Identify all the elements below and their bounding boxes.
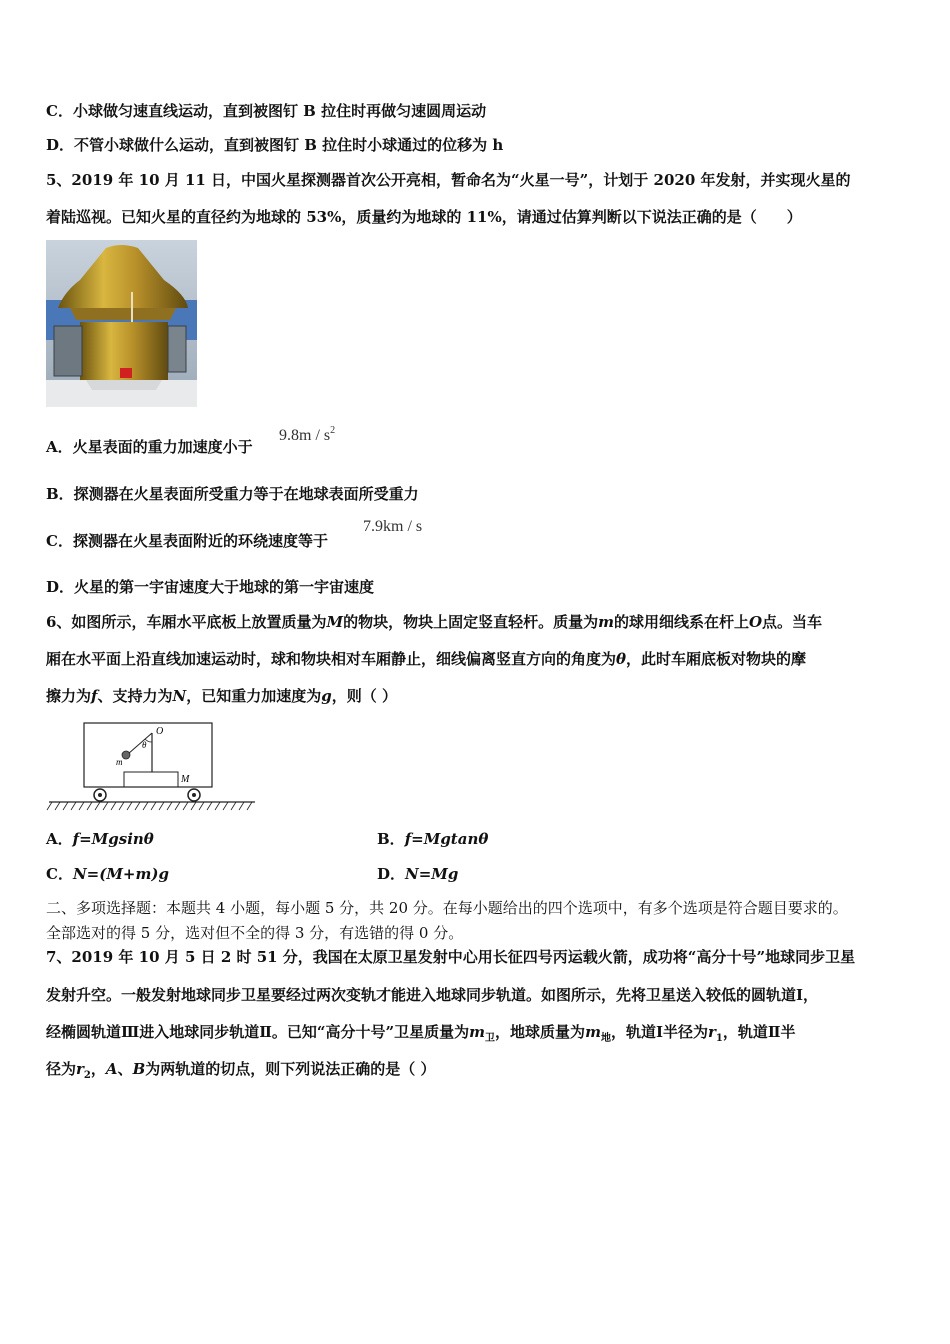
q6-option-a: A．f=Mgsinθ <box>46 830 154 848</box>
ball <box>122 751 130 759</box>
section2-heading-line1: 二、多项选择题：本题共 4 小题，每小题 5 分，共 20 分。在每小题给出的四个选项中，有多个选项是符合题目要求的。 <box>46 899 848 917</box>
label-O: O <box>156 726 164 737</box>
q5-stem-line2: 着陆巡视。已知火星的直径约为地球的 53%，质量约为地球的 11%，请通过估算判断以下说法正确的是（ ） <box>46 208 802 226</box>
section2-heading-line2: 全部选对的得 5 分，选对但不全的得 3 分，有选错的得 0 分。 <box>46 924 464 942</box>
q6-option-d: D．N=Mg <box>377 865 459 883</box>
q5-option-a-value: $9.8m / s^2$ <box>279 425 336 444</box>
car-pendulum-diagram <box>46 718 258 812</box>
q6-option-c: C．N=(M+m)g <box>46 865 169 883</box>
car-body <box>84 723 212 787</box>
q4-option-c: C．小球做匀速直线运动，直到被图钉 B 拉住时再做匀速圆周运动 <box>46 102 487 120</box>
q7-line4: 径为$r_2$，A、B为两轨道的切点，则下列说法正确的是（ ） <box>46 1060 436 1081</box>
q6-option-b: B．f=Mgtanθ <box>377 830 489 848</box>
q7-line1: 7、2019 年 10 月 5 日 2 时 51 分，我国在太原卫星发射中心用长征四号丙运载火箭，成功将“高分十号”地球同步卫星 <box>46 948 856 966</box>
q4-option-d: D．不管小球做什么运动，直到被图钉 B 拉住时小球通过的位移为 h <box>46 136 504 154</box>
q7-line3: 经椭圆轨道Ⅲ进入地球同步轨道Ⅱ。已知“高分十号”卫星质量为$m_卫$，地球质量为$m_地$，轨道Ⅰ半径为$r_1$，轨道Ⅱ半 <box>46 1023 796 1044</box>
q7-line2: 发射升空。一般发射地球同步卫星要经过两次变轨才能进入地球同步轨道。如图所示，先将卫星送入较低的圆轨道Ⅰ， <box>46 986 819 1004</box>
q5-option-c: C．探测器在火星表面附近的环绕速度等于 <box>46 532 328 550</box>
q5-stem-line1: 5、2019 年 10 月 11 日，中国火星探测器首次公开亮相，暂命名为“火星一号”，计划于 2020 年发射，并实现火星的 <box>46 171 851 189</box>
label-theta: θ <box>142 740 147 750</box>
string <box>128 733 152 754</box>
q5-option-b: B．探测器在火星表面所受重力等于在地球表面所受重力 <box>46 485 419 503</box>
block-M <box>124 772 178 787</box>
q5-option-a: A．火星表面的重力加速度小于 <box>46 438 253 456</box>
q6-stem-line1: 6、如图所示，车厢水平底板上放置质量为M的物块，物块上固定竖直轻杆。质量为m的球用细线系在杆上O点。当车 <box>46 613 823 631</box>
q5-option-c-value: 7.9km / s <box>363 518 423 535</box>
label-M: M <box>181 774 190 785</box>
label-m: m <box>116 757 123 767</box>
q6-stem-line2: 厢在水平面上沿直线加速运动时，球和物块相对车厢静止，细线偏离竖直方向的角度为θ，此时车厢底板对物块的摩 <box>46 650 807 668</box>
q5-option-d: D．火星的第一宇宙速度大于地球的第一宇宙速度 <box>46 578 375 596</box>
mars-probe-photo <box>46 240 197 407</box>
q6-stem-line3: 擦力为f、支持力为N，已知重力加速度为g，则（ ） <box>46 687 397 705</box>
